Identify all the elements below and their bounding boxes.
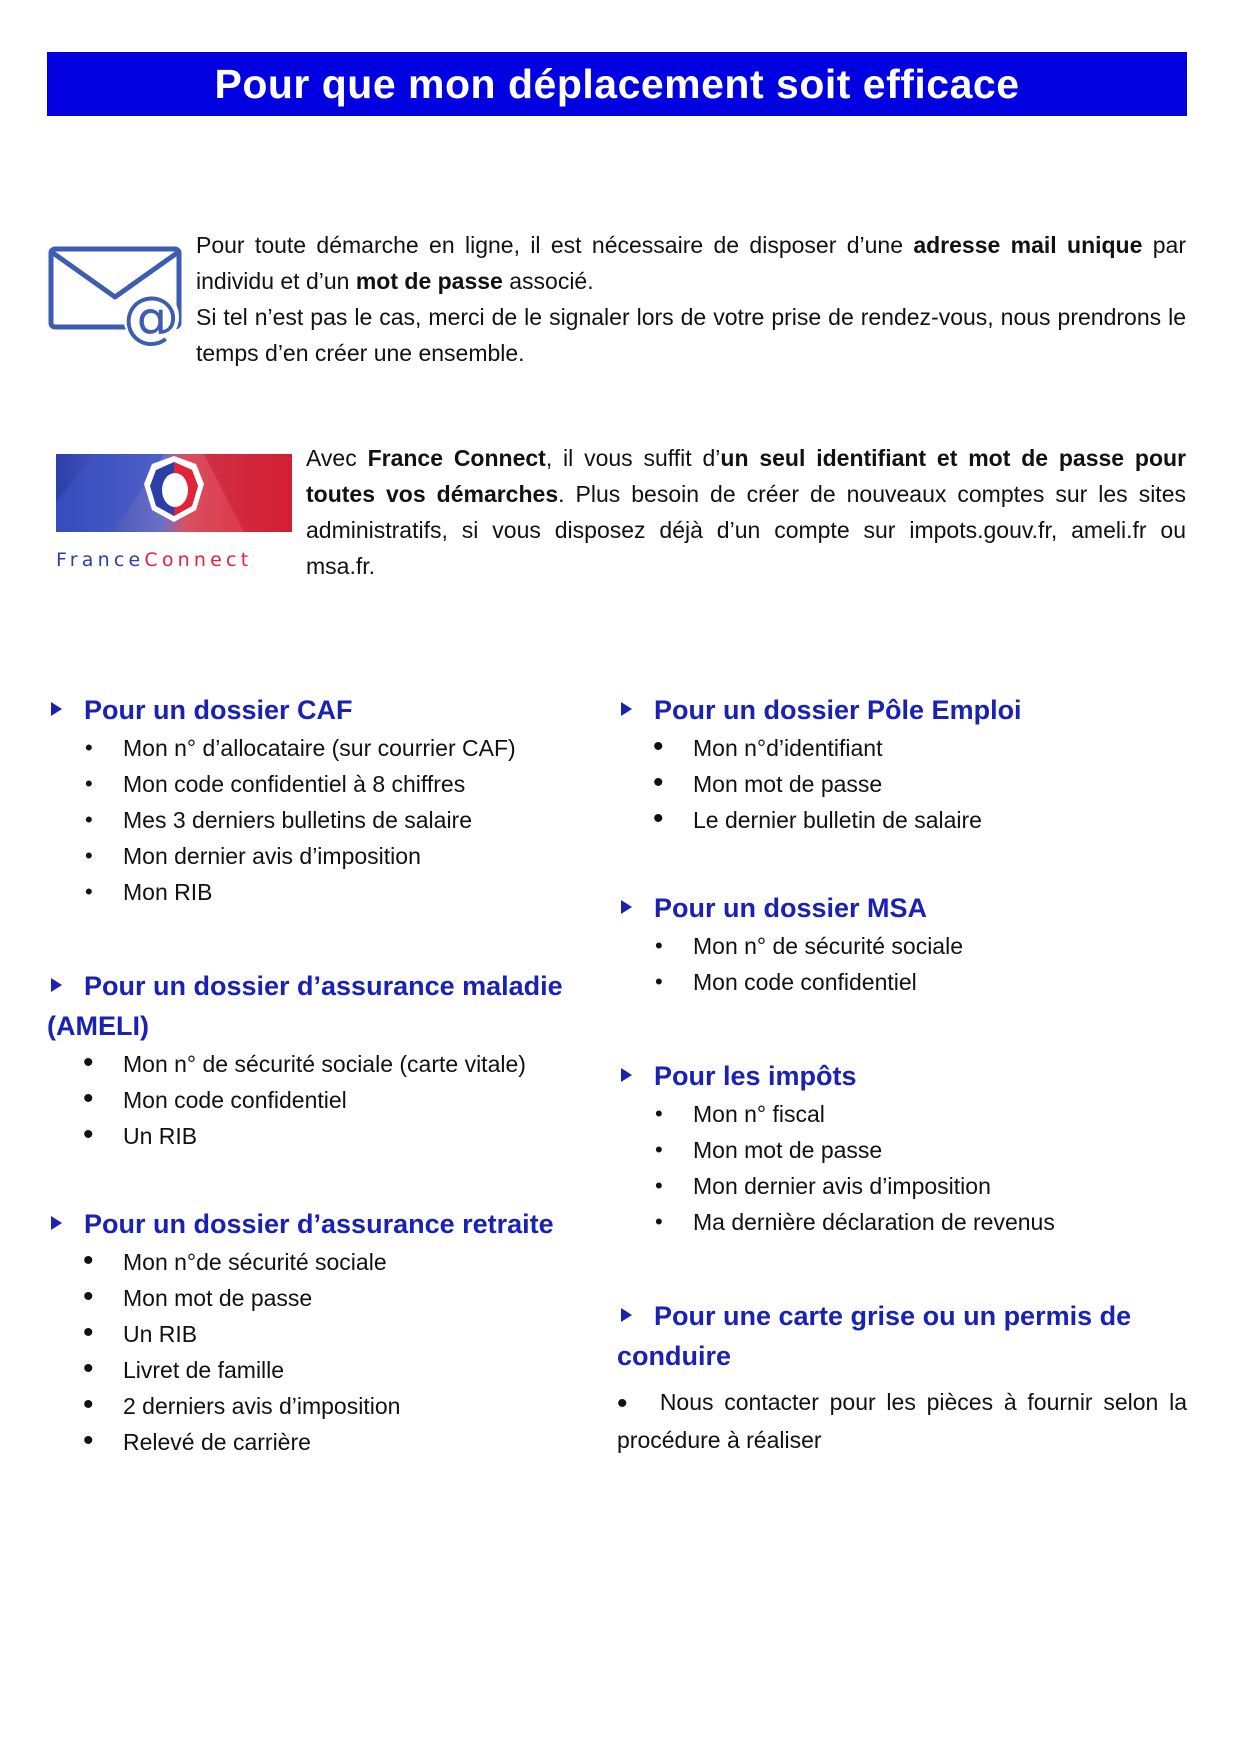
triangle-arrow-icon xyxy=(51,1216,62,1230)
list-item: • Relevé de carrière xyxy=(81,1424,587,1460)
triangle-arrow-icon xyxy=(51,978,62,992)
section-pole-emploi xyxy=(617,690,1187,838)
list-item: • Mon n° de sécurité sociale xyxy=(651,928,1187,964)
triangle-arrow-icon xyxy=(621,1308,632,1322)
list-item: • Ma dernière déclaration de revenus xyxy=(651,1204,1187,1240)
list-item: • Livret de famille xyxy=(81,1352,587,1388)
list-item: • Mon n° d’allocataire (sur courrier CAF) xyxy=(81,730,587,766)
section-heading: Pour un dossier d’assurance retraite xyxy=(84,1209,554,1239)
section-msa xyxy=(617,888,1187,1000)
list-ameli xyxy=(47,1046,587,1154)
list-item: • Mon code confidentiel à 8 chiffres xyxy=(81,766,587,802)
bullet: • xyxy=(617,1387,628,1420)
page-title: Pour que mon déplacement soit efficace xyxy=(214,60,1020,107)
carte-grise-note: • Nous contacter pour les pièces à fournir selon la procédure à réaliser xyxy=(617,1387,1187,1453)
list-retraite xyxy=(47,1244,587,1460)
list-item: • Mon code confidentiel xyxy=(651,964,1187,1000)
list-item: • Mon RIB xyxy=(81,874,587,910)
mail-instructions xyxy=(196,227,1186,371)
left-column xyxy=(47,690,587,1460)
list-item: • Mon mot de passe xyxy=(81,1280,587,1316)
title-banner xyxy=(47,52,1187,116)
section-carte-grise xyxy=(617,1296,1187,1458)
section-heading: Pour un dossier Pôle Emploi xyxy=(654,695,1022,725)
section-heading: Pour un dossier CAF xyxy=(84,695,353,725)
franceconnect-description: Avec France Connect, il vous suffit d’un seul identifiant et mot de passe pour toutes vos démarches. Plus besoin de créer de nouveaux comptes sur les sites administratifs, si vous disposez déjà d’un compte sur impots.gouv.fr, ameli.fr ou msa.fr. xyxy=(306,445,1187,579)
section-impots xyxy=(617,1056,1187,1240)
list-item: • Un RIB xyxy=(81,1118,587,1154)
triangle-arrow-icon xyxy=(621,900,632,914)
triangle-arrow-icon xyxy=(51,702,62,716)
list-msa xyxy=(617,928,1187,1000)
list-caf xyxy=(47,730,587,910)
list-item: • Mon n°de sécurité sociale xyxy=(81,1244,587,1280)
list-item: • Mon dernier avis d’imposition xyxy=(651,1168,1187,1204)
section-heading: Pour un dossier MSA xyxy=(654,893,928,923)
list-impots xyxy=(617,1096,1187,1240)
triangle-arrow-icon xyxy=(621,1068,632,1082)
list-item: • Mon dernier avis d’imposition xyxy=(81,838,587,874)
list-item: • Le dernier bulletin de salaire xyxy=(651,802,1187,838)
list-item: • Mon n° de sécurité sociale (carte vitale) xyxy=(81,1046,587,1082)
svg-text:@: @ xyxy=(123,285,179,347)
svg-text:FranceConnect: FranceConnect xyxy=(56,549,253,571)
mail-paragraph-1: Pour toute démarche en ligne, il est nécessaire de disposer d’une adresse mail unique par individu et d’un mot de passe associé. xyxy=(196,232,1186,294)
email-at-icon xyxy=(47,245,183,347)
list-item: • Mon mot de passe xyxy=(651,766,1187,802)
right-column xyxy=(617,690,1187,1458)
list-item: • 2 derniers avis d’imposition xyxy=(81,1388,587,1424)
list-item: • Un RIB xyxy=(81,1316,587,1352)
list-item: • Mon n°d’identifiant xyxy=(651,730,1187,766)
mail-paragraph-2: Si tel n’est pas le cas, merci de le signaler lors de votre prise de rendez-vous, nous prendrons le temps d’en créer une ensemble. xyxy=(196,304,1186,366)
section-heading: Pour un dossier d’assurance maladie (AMELI) xyxy=(47,971,563,1041)
section-heading: Pour les impôts xyxy=(654,1061,857,1091)
section-heading: Pour une carte grise ou un permis de conduire xyxy=(617,1301,1132,1371)
section-retraite xyxy=(47,1204,587,1460)
list-item: • Mon mot de passe xyxy=(651,1132,1187,1168)
section-ameli xyxy=(47,966,587,1154)
list-item: • Mon code confidentiel xyxy=(81,1082,587,1118)
franceconnect-logo xyxy=(54,452,294,576)
list-item: • Mon n° fiscal xyxy=(651,1096,1187,1132)
list-pole-emploi xyxy=(617,730,1187,838)
list-item: • Mes 3 derniers bulletins de salaire xyxy=(81,802,587,838)
triangle-arrow-icon xyxy=(621,702,632,716)
section-caf xyxy=(47,690,587,910)
